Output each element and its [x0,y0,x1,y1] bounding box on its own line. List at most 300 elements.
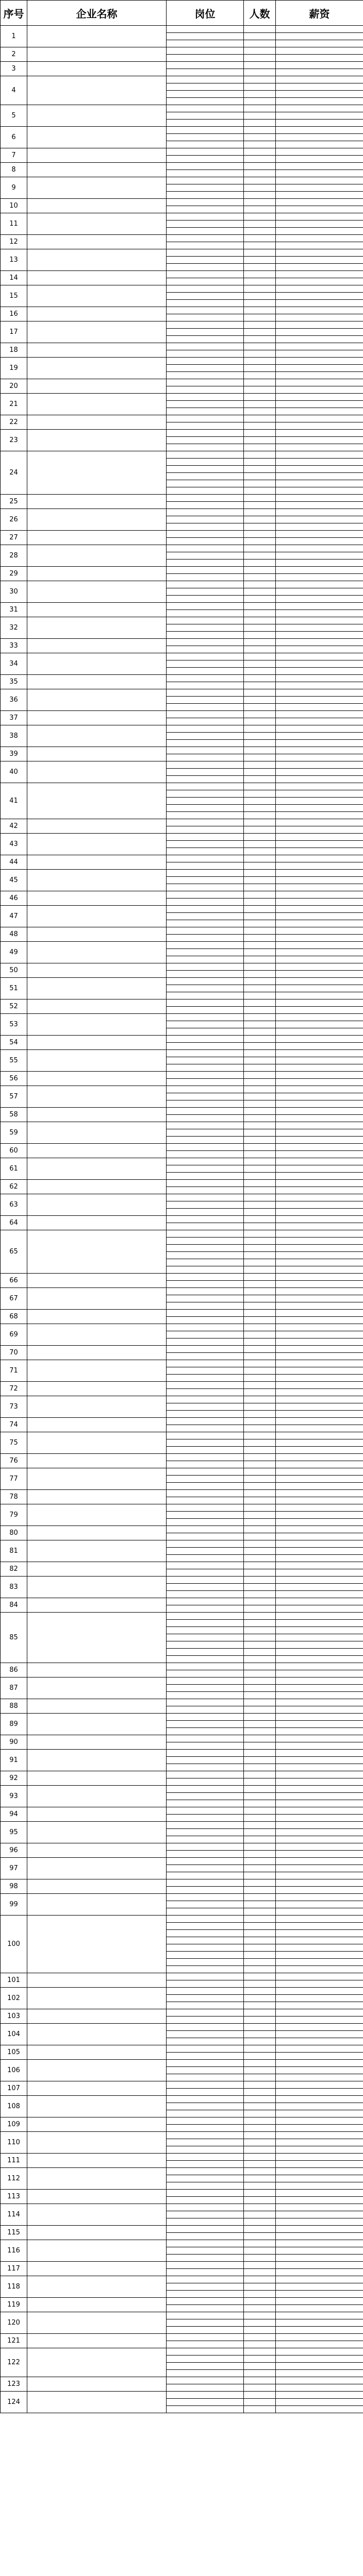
position-title [167,257,244,264]
position-title [167,942,244,949]
position-salary [276,884,363,891]
position-count [244,1295,276,1302]
company-name [27,675,167,689]
company-name [27,1036,167,1050]
position-salary [276,249,363,257]
position-title [167,877,244,884]
position-count [244,884,276,891]
row-index: 37 [1,711,27,725]
position-title [167,177,244,184]
position-title [167,2139,244,2146]
position-title [167,293,244,300]
row-index: 23 [1,430,27,451]
position-salary [276,2110,363,2117]
table-row [1,1562,363,1569]
position-salary [276,1331,363,1338]
table-row [1,343,363,350]
position-count [244,1706,276,1714]
position-title [167,2392,244,2399]
position-salary [276,740,363,747]
position-salary [276,1887,363,1894]
company-name [27,2204,167,2226]
row-index: 65 [1,1230,27,1274]
position-count [244,2240,276,2247]
position-salary [276,913,363,920]
position-salary [276,2132,363,2139]
header-count: 人数 [244,1,276,26]
position-title [167,697,244,704]
position-title [167,2298,244,2305]
position-count [244,1973,276,1980]
position-salary [276,1115,363,1122]
position-count [244,2074,276,2081]
position-count [244,1714,276,1721]
position-salary [276,1692,363,1699]
position-salary [276,2038,363,2045]
row-index: 19 [1,358,27,379]
position-title [167,1916,244,1923]
position-title [167,682,244,689]
position-salary [276,596,363,603]
table-row [1,942,363,949]
position-salary [276,1735,363,1742]
position-title [167,567,244,574]
row-index: 73 [1,1396,27,1418]
company-name [27,163,167,177]
row-index: 116 [1,2240,27,2262]
position-count [244,1988,276,1995]
position-title [167,134,244,141]
position-salary [276,588,363,596]
position-salary [276,1519,363,1526]
row-index: 20 [1,379,27,394]
table-row [1,834,363,841]
row-index: 117 [1,2262,27,2276]
position-title [167,1302,244,1310]
row-index: 40 [1,761,27,783]
position-salary [276,264,363,271]
header-position: 岗位 [167,1,244,26]
position-title [167,1252,244,1259]
position-title [167,1194,244,1201]
table-row [1,1771,363,1778]
position-title [167,1331,244,1338]
position-title [167,1151,244,1158]
position-salary [276,170,363,177]
position-count [244,2154,276,2161]
position-title [167,1879,244,1887]
company-name [27,1699,167,1714]
position-count [244,1411,276,1418]
position-count [244,307,276,314]
position-title [167,1843,244,1851]
company-name [27,1418,167,1432]
position-title [167,466,244,473]
position-salary [276,2074,363,2081]
position-title [167,523,244,531]
position-title [167,415,244,422]
table-row [1,358,363,365]
company-name [27,1577,167,1598]
table-row [1,1879,363,1887]
position-salary [276,1353,363,1360]
row-index: 32 [1,617,27,639]
position-count [244,141,276,148]
position-salary [276,1670,363,1677]
position-count [244,1259,276,1266]
row-index: 67 [1,1288,27,1310]
position-count [244,1223,276,1230]
position-title [167,1259,244,1266]
position-title [167,711,244,718]
company-name [27,747,167,761]
position-salary [276,1389,363,1396]
position-title [167,2348,244,2355]
position-count [244,2117,276,2125]
position-salary [276,1952,363,1959]
position-salary [276,682,363,689]
company-name [27,761,167,783]
position-count [244,1822,276,1829]
position-salary [276,776,363,783]
position-count [244,523,276,531]
table-row [1,711,363,718]
position-count [244,2355,276,2363]
row-index: 105 [1,2045,27,2060]
position-title [167,733,244,740]
row-index: 64 [1,1216,27,1230]
position-title [167,192,244,199]
table-row [1,1360,363,1367]
row-index: 44 [1,855,27,870]
row-index: 93 [1,1786,27,1807]
position-count [244,1721,276,1728]
position-count [244,1389,276,1396]
position-title [167,927,244,935]
position-title [167,992,244,999]
position-title [167,314,244,321]
position-title [167,949,244,956]
row-index: 68 [1,1310,27,1324]
table-row [1,819,363,826]
position-title [167,1389,244,1396]
row-index: 120 [1,2312,27,2334]
position-salary [276,1569,363,1577]
position-salary [276,1800,363,1807]
position-salary [276,1418,363,1425]
position-title [167,1908,244,1916]
company-name [27,105,167,127]
row-index: 66 [1,1274,27,1288]
position-count [244,1771,276,1778]
position-title [167,2146,244,2154]
row-index: 41 [1,783,27,819]
table-row [1,1086,363,1093]
position-title [167,704,244,711]
position-count [244,1735,276,1742]
position-title [167,1375,244,1382]
position-title [167,1887,244,1894]
position-count [244,617,276,624]
position-salary [276,2384,363,2392]
position-title [167,1995,244,2002]
position-title [167,963,244,971]
position-title [167,516,244,523]
row-index: 72 [1,1382,27,1396]
position-title [167,531,244,538]
position-count [244,1923,276,1930]
row-index: 56 [1,1072,27,1086]
position-title [167,1346,244,1353]
position-count [244,2038,276,2045]
table-row [1,1540,363,1548]
position-salary [276,1641,363,1649]
company-name [27,1086,167,1108]
position-title [167,430,244,437]
company-name [27,819,167,834]
position-salary [276,1879,363,1887]
position-count [244,697,276,704]
company-name [27,177,167,199]
position-title [167,401,244,408]
row-index: 36 [1,689,27,711]
company-name [27,855,167,870]
company-name [27,2154,167,2168]
table-row [1,2009,363,2016]
table-row [1,495,363,502]
position-title [167,444,244,451]
position-count [244,1346,276,1353]
position-count [244,956,276,963]
position-title [167,206,244,213]
position-count [244,1252,276,1259]
position-salary [276,1908,363,1916]
company-name [27,711,167,725]
position-count [244,574,276,581]
position-title [167,1865,244,1872]
company-name [27,2298,167,2312]
position-count [244,1064,276,1072]
position-count [244,740,276,747]
position-title [167,1432,244,1439]
row-index: 107 [1,2081,27,2096]
position-salary [276,1043,363,1050]
table-row [1,927,363,935]
position-salary [276,1894,363,1901]
position-title [167,2283,244,2291]
table-row [1,509,363,516]
position-salary [276,2298,363,2305]
position-title [167,920,244,927]
position-count [244,2009,276,2016]
position-salary [276,430,363,437]
company-name [27,1050,167,1072]
table-row [1,1490,363,1497]
table-row [1,725,363,733]
position-salary [276,2154,363,2161]
position-title [167,487,244,495]
position-salary [276,134,363,141]
position-title [167,343,244,350]
position-salary [276,1238,363,1245]
position-title [167,1072,244,1079]
position-salary [276,228,363,235]
company-name [27,1879,167,1894]
position-salary [276,2211,363,2218]
position-salary [276,235,363,242]
position-count [244,610,276,617]
position-salary [276,1930,363,1937]
position-salary [276,927,363,935]
position-salary [276,2233,363,2240]
position-count [244,798,276,805]
row-index: 92 [1,1771,27,1786]
position-salary [276,1346,363,1353]
position-count [244,870,276,877]
position-count [244,1476,276,1483]
position-title [167,1721,244,1728]
position-count [244,1692,276,1699]
table-row [1,105,363,112]
position-title [167,1548,244,1555]
position-title [167,1050,244,1057]
position-title [167,1793,244,1800]
position-title [167,761,244,769]
position-count [244,2204,276,2211]
position-title [167,2269,244,2276]
position-title [167,632,244,639]
position-count [244,62,276,69]
position-title [167,1425,244,1432]
position-salary [276,141,363,148]
position-title [167,646,244,653]
position-salary [276,2348,363,2355]
company-name [27,1526,167,1540]
position-count [244,1216,276,1223]
position-title [167,379,244,386]
position-salary [276,689,363,697]
row-index: 38 [1,725,27,747]
position-title [167,1533,244,1540]
position-count [244,1980,276,1988]
row-index: 7 [1,148,27,163]
position-title [167,1584,244,1591]
table-row [1,689,363,697]
position-title [167,1216,244,1223]
position-salary [276,451,363,459]
position-title [167,249,244,257]
position-salary [276,1266,363,1274]
position-count [244,1447,276,1454]
position-title [167,1540,244,1548]
position-salary [276,2204,363,2211]
position-count [244,2190,276,2197]
position-title [167,1620,244,1627]
position-title [167,2125,244,2132]
position-count [244,1403,276,1411]
position-salary [276,1742,363,1750]
position-count [244,2103,276,2110]
position-count [244,639,276,646]
position-count [244,1281,276,1288]
position-count [244,1137,276,1144]
position-salary [276,1562,363,1569]
company-name [27,1822,167,1843]
company-name [27,1216,167,1230]
position-salary [276,509,363,516]
position-count [244,480,276,487]
position-count [244,2348,276,2355]
position-count [244,646,276,653]
company-name [27,1988,167,2009]
position-count [244,1562,276,1569]
position-count [244,1158,276,1165]
position-count [244,2016,276,2024]
company-name [27,2312,167,2334]
position-title [167,1930,244,1937]
position-salary [276,560,363,567]
company-name [27,2240,167,2262]
row-index: 15 [1,285,27,307]
company-name [27,2060,167,2081]
position-count [244,329,276,336]
position-salary [276,408,363,415]
row-index: 69 [1,1324,27,1346]
position-salary [276,2276,363,2283]
position-title [167,826,244,834]
company-name [27,1735,167,1750]
position-title [167,1937,244,1944]
position-salary [276,1151,363,1158]
position-count [244,1079,276,1086]
position-title [167,55,244,62]
position-count [244,2283,276,2291]
company-name [27,581,167,603]
row-index: 48 [1,927,27,942]
company-name [27,1274,167,1288]
position-salary [276,26,363,33]
position-count [244,192,276,199]
position-count [244,1728,276,1735]
position-salary [276,437,363,444]
row-index: 3 [1,62,27,76]
company-name [27,1663,167,1677]
position-count [244,372,276,379]
position-count [244,264,276,271]
position-title [167,1476,244,1483]
position-title [167,228,244,235]
table-row [1,1230,363,1238]
position-salary [276,1721,363,1728]
position-count [244,47,276,55]
position-salary [276,473,363,480]
table-row [1,906,363,913]
position-salary [276,2139,363,2146]
position-title [167,2262,244,2269]
row-index: 111 [1,2154,27,2168]
position-count [244,177,276,184]
position-count [244,1043,276,1050]
position-count [244,682,276,689]
company-name [27,451,167,495]
position-salary [276,444,363,451]
position-salary [276,2053,363,2060]
position-title [167,2355,244,2363]
position-salary [276,567,363,574]
position-count [244,624,276,632]
position-count [244,1007,276,1014]
position-title [167,300,244,307]
